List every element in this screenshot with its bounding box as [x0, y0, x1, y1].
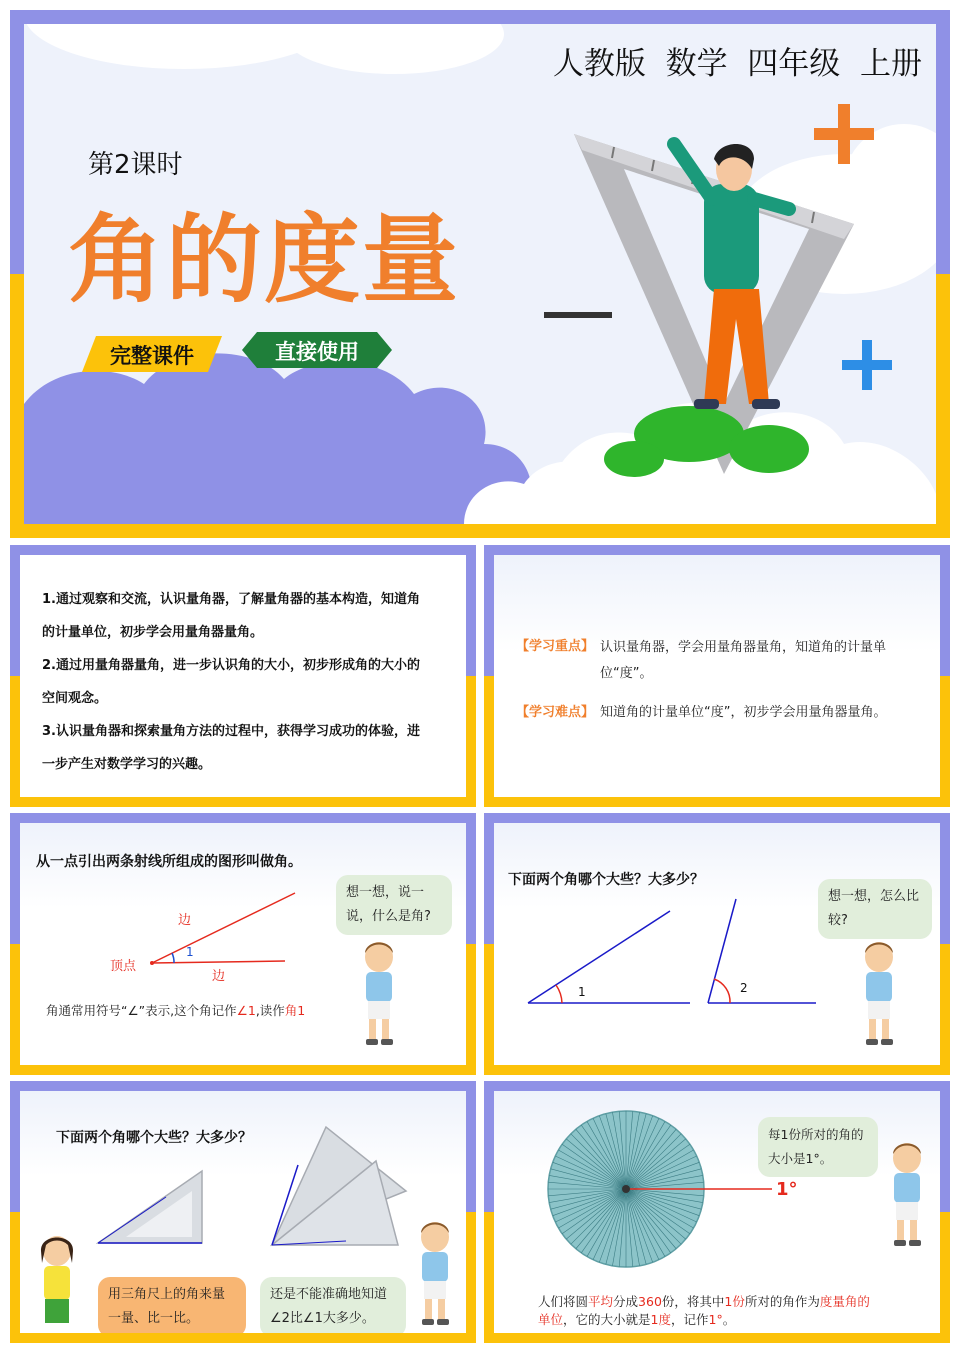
- girl-avatar: [32, 1233, 82, 1333]
- lesson-number: 第2课时: [88, 150, 183, 180]
- boy-avatar-2: [854, 939, 904, 1049]
- cover-inner: [24, 24, 936, 524]
- angle-definition-inner: [20, 823, 466, 1065]
- edition-label: 人教版 数学 四年级 上册: [552, 46, 922, 82]
- edge-bottom-label: 边: [212, 969, 226, 984]
- badge-direct-label: 直接使用: [275, 340, 359, 364]
- note-mid: ,读作: [255, 1003, 285, 1018]
- edge-top-label: 边: [178, 913, 192, 928]
- key-text-b: 位“度”。: [600, 666, 653, 681]
- note-prefix: 角通常用符号“∠”表示,这个角记作: [46, 1003, 237, 1018]
- objectives-slide: [10, 545, 476, 807]
- degree-circle: [546, 1109, 706, 1269]
- one-degree-label: 1°: [776, 1179, 798, 1200]
- measure-bubble: 用三角尺上的角来量一量、比一比。: [98, 1277, 246, 1333]
- triangle-ruler-illustration: [554, 114, 914, 514]
- compare-rulers-slide: [10, 1081, 476, 1343]
- keypoints-inner: [494, 555, 940, 797]
- compare-angles-slide: [484, 813, 950, 1075]
- compare-heading: 下面两个角哪个大些？大多少？: [508, 872, 704, 888]
- def-s1: 人们将圆: [538, 1294, 589, 1309]
- compare-angles-inner: [494, 823, 940, 1065]
- think-bubble: 想一想，说一说，什么是角?: [336, 875, 452, 935]
- def-s7: 所对的角作为: [744, 1294, 820, 1309]
- set-square-1: [96, 1167, 206, 1247]
- degree-bubble: 每1份所对的角的大小是1°。: [758, 1117, 878, 1177]
- angle-definition-heading: 从一点引出两条射线所组成的图形叫做角。: [36, 854, 302, 870]
- difficulty-text: 知道角的计量单位“度”，初步学会用量角器量角。: [600, 705, 887, 720]
- degree-unit-inner: [494, 1091, 940, 1333]
- angle-definition-slide: [10, 813, 476, 1075]
- degree-definition: [538, 1293, 918, 1329]
- objective-1b: 的计量单位，初步学会用量角器量角。: [42, 625, 264, 640]
- objective-3a: 3.认识量角器和探索量角方法的过程中，获得学习成功的体验，进: [42, 724, 420, 739]
- def-s8: 度量角的: [819, 1294, 870, 1309]
- def-s10: ，它的大小就是: [563, 1312, 651, 1327]
- def-s2: 平均: [588, 1294, 614, 1309]
- def-s4: 360: [638, 1294, 662, 1309]
- angle-label-2: 2: [740, 981, 748, 995]
- two-angles-diagram: [524, 893, 824, 1013]
- page-title: 角的度量: [68, 204, 460, 316]
- objective-list: [42, 583, 420, 781]
- def-s12: ，记作: [670, 1312, 709, 1327]
- compare-rulers-heading: 下面两个角哪个大些？大多少？: [56, 1130, 252, 1146]
- objective-3b: 一步产生对数学学习的兴趣。: [42, 757, 212, 772]
- def-s14: 。: [722, 1312, 736, 1327]
- objectives-inner: [20, 555, 466, 797]
- compare-rulers-inner: [20, 1091, 466, 1333]
- def-s9: 单位: [538, 1312, 564, 1327]
- def-s13: 1°: [708, 1312, 723, 1327]
- def-s5: 份，将其中: [661, 1294, 725, 1309]
- angle-notation-note: [46, 1001, 305, 1019]
- boy-avatar-3: [410, 1219, 460, 1329]
- angle-number-label: 1: [186, 945, 194, 959]
- objective-2a: 2.通过用量角器量角，进一步认识角的大小，初步形成角的大小的: [42, 658, 420, 673]
- keypoints-slide: [484, 545, 950, 807]
- cover-slide: [10, 10, 950, 538]
- compare-think-bubble: 想一想，怎么比较?: [818, 879, 932, 939]
- def-s6: 1份: [724, 1294, 745, 1309]
- plus-orange-icon: [814, 104, 874, 164]
- uncertain-bubble: 还是不能准确地知道∠2比∠1大多少。: [260, 1277, 406, 1333]
- boy-avatar-4: [882, 1135, 932, 1255]
- objective-1a: 1.通过观察和交流，认识量角器，了解量角器的基本构造，知道角: [42, 592, 420, 607]
- boy-avatar: [354, 939, 404, 1049]
- def-s3: 分成: [613, 1294, 639, 1309]
- vertex-label: 顶点: [110, 959, 137, 974]
- difficulty-label: 【学习难点】: [516, 705, 595, 720]
- degree-pointer-line: [706, 1181, 776, 1201]
- key-text: [600, 635, 886, 687]
- badge-complete-label: 完整课件: [110, 344, 194, 368]
- note-symbol: ∠1: [236, 1003, 256, 1018]
- angle-label-1: 1: [578, 985, 586, 999]
- note-read: 角1: [284, 1003, 306, 1018]
- key-text-a: 认识量角器，学会用量角器量角，知道角的计量单: [600, 640, 887, 655]
- def-s11: 1度: [650, 1312, 671, 1327]
- key-label: 【学习重点】: [516, 639, 595, 654]
- set-square-2: [266, 1121, 416, 1251]
- plus-blue-icon: [842, 340, 892, 390]
- degree-unit-slide: [484, 1081, 950, 1343]
- objective-2b: 空间观念。: [42, 691, 108, 706]
